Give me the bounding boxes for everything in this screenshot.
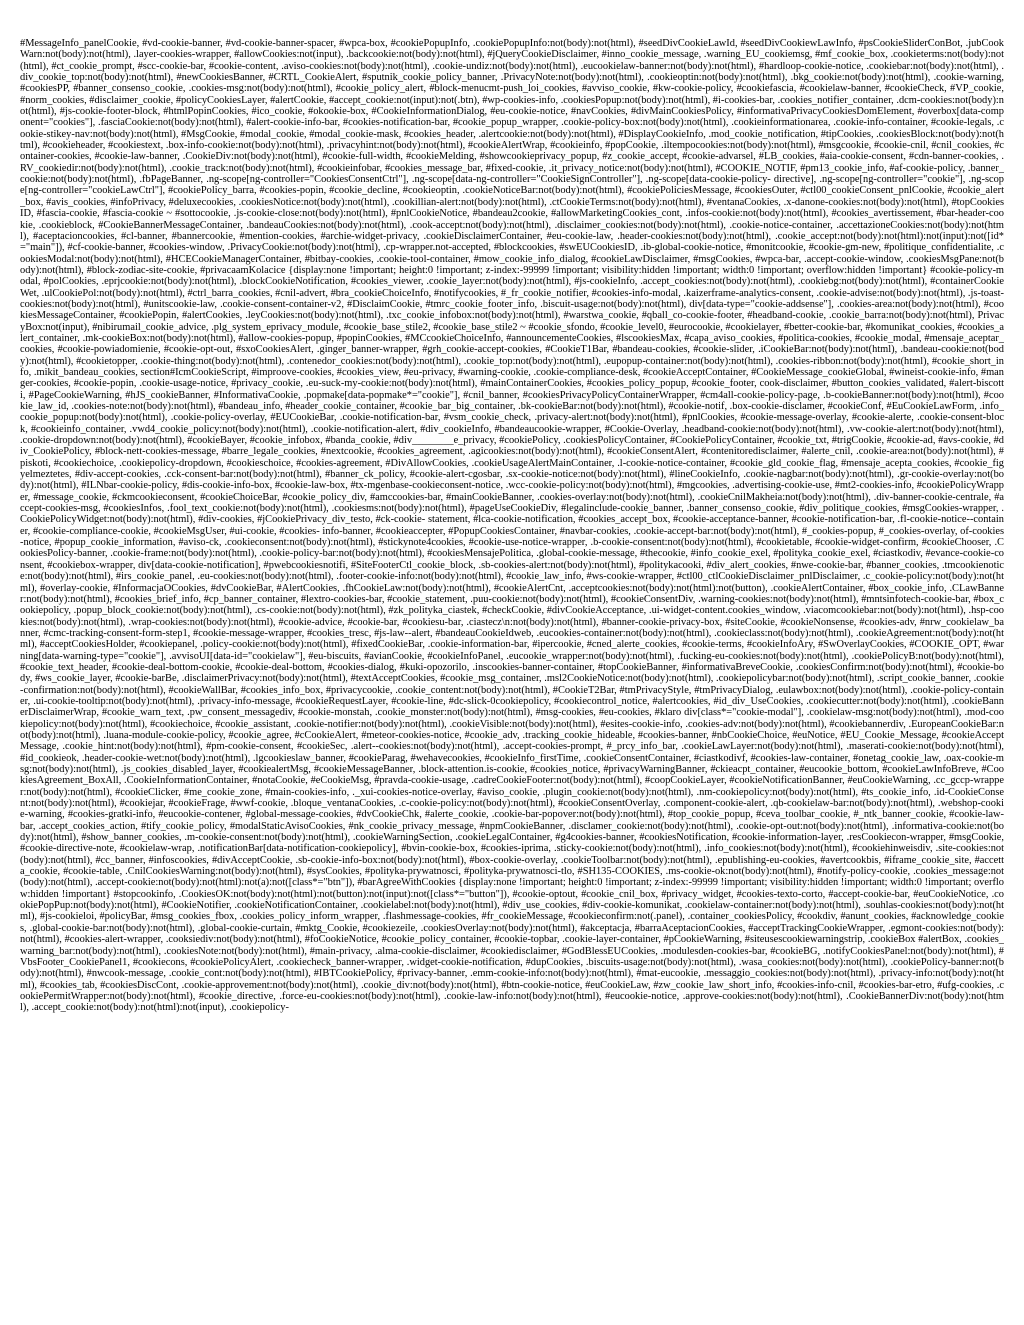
document-page bbox=[20, 38, 1004, 1318]
css-selector-text: #MessageInfo_panelCookie, #vd-cookie-banner, #vd-cookie-banner-spacer, #wpca-box, #cookiePopupInfo, .cookiePopupInfo:not(body):not(html), #seedDivCookieLawId, #seedDivCookiewLawInfo, #psCookieSliderConBot, .jubCookWarn:not(body):not(html), .layer-cookies-wrapper, #allowCookies:not(input), .backcookie:not(body):not(html), #jQueryCookieDisclaimer, #inno_cookie_message, .warning_EU_cookiemsg, #mf_cookie_box, .cookieterms:not(body):not(html), #ct_cookie_prompt, #scc-cookie-bar, #cookie-content, .aviso-cookies:not(body):not(html), .cookie-undiz:not(body):not(html), .eucookielaw-banner:not(body):not(html), #hardloop-cookie-notice, .cookiebar:not(body):not(html), .div_cookie_top:not(body):not(html), #newCookiesBanner, #CRTL_CookieAlert, #sputnik_cookie_policy_banner, .PrivacyNote:not(body):not(html), .cookieoptin:not(body):not(html), .bkg_cookie:not(body):not(html), .cookie-warning, #cookiesPP, #banner_consenso_cookie, .cookies-msg:not(body):not(html), #cookie_policy_alert, #block-menucmt-push_loi_cookies, #avviso_cookie, #kw-cookie-policy, #cookiefascia, #cookielaw-banner, #cookieCheck, #VP_cookie, #norm_cookies, #disclaimer_cookie, #policyCookiesLayer, #alertCookie, #accept_cookie:not(input):not(.btn), #wp-cookies-info, .cookiesPopup:not(body):not(html), #i-cookies-bar, .cookies_notifier_container, .dcm-cookies:not(body):not(html), #js-cookie-footer-block, #htmlPopinCookies, #ico_cookie, #okookie-box, #CookieInformationDialog, #eu-cookie-notice, #navCookies, #divMainCookiesPolicy, #informativaPrivacyCookiesDomElement, #overbox[data-component="cookies"], .fasciaCookie:not(body):not(html), #alert-cookie-info-bar, #cookies-notification-bar, #cookie_popup_wrapper, .cookie-policy-box:not(body):not(html), .cookieinformationarea, .cookie-info-container, #cookie-legals, .cookie-stikey-nav:not(body):not(html), #MsgCookie, #modal_cookie, #modal_cookie-mask, #cookies_header, .alertcookie:not(body):not(html), #DisplayCookieInfo, .mod_cookie_notification, #tipCookies, .cookiesBlock:not(body):not(html), #cookieheader, #cookiestext, .box-info-cookie:not(body):not(html), .privacyhint:not(body):not(html), #cookieAlertWrap, #cookieinfo, #popCookie, .iltempocookies:not(body):not(html), #msgcookie, #cookie-cnil, #cnil_cookies, #container-cookies, #cookie-law-banner, .CookieDiv:not(body):not(html), #cookie-full-width, #cookieMelding, #showcookieprivacy_popup, #z_cookie_accept, #cookie-advarsel, #LB_cookies, #aia-cookie-consent, #cdn-banner-cookies, .RV_cookiedir:not(body):not(html), .cookie_track:not(body):not(html), #cookieinfobar, #cookies_message_bar, #fixed-cookie, .it_privacy_notice:not(body):not(html), #COOKIE_NOTIF, #pm13_cookie_info, #af-cookie-policy, .banner_cookie:not(body):not(html), .fbPageBanner, .ng-scope[ng-controller="CookiesConsentCtrl"], .ng-scope[data-ng-controller="CookieSignController"], .ng-scope[data-cookie-policy- directive], .ng-scope[ng-controller="cookie"], .ng-scope[ng-controller="cookieLawCtrl"], #cookiePolicy_barra, #cookies-popin, #cookie_decline, #cookieoptin, .cookieNoticeBar:not(body):not(html), #cookiePoliciesMessage, #cookiesOuter, #ctl00_cookieConsent_pnlCookie, #cookie_alert_box, #avis_cookies, #infoPrivacy, #deluxecookies, .cookiesNotice:not(body):not(html), .cookillian-alert:not(body):not(html), .ctCookieTerms:not(body):not(html), #ventanaCookies, .x-danone-cookies:not(body):not(html), #topCookiesID, #fascia-cookie, #fascia-cookie ~ #sottocookie, .js-cookie-close:not(body):not(html), #pnlCookieNotice, #bandeau2cookie, #allowMarketingCookies_cont, .infos-cookie:not(body):not(html), #cookies_avertissement, #bar-header-cookie, .cookieblock, #CookieBannerMessageContainer, .bandeauCookies:not(body):not(html), .cook-accept:not(body):not(html), .disclaimer_cookies:not(body):not(html), .cookie-notice-container, .accettazioneCookies:not(body):not(html), #aceptacioncookies, #cl-banner, #bannercookie, #mention-cookies, #archie-widget-privacy, .cookieDisclaimerContainer, #eu-cookie-law, .header-cookies:not(body):not(html), .cookie_accept:not(body):not(html):not(input):not([id*="main"]), #cf-cookie-banner, #cookies-window, .PrivacyCookie:not(body):not(html), .cp-wrapper.not-accepted, #blockcookies, #swEUCookiesID, .ib-global-cookie-notice, #monitcookie, #cookie-gm-new, #politique_confidentialite, .cookiesModal:not(body):not(html), #HCECookieManagerContainer, #bitbay-cookies, .cookie-tool-container, #mow_cookie_info_dialog, #cookieLawDisclaimer, #msgCookies, #wpca-bar, .accept-cookie-window, .cookiesMsgPane:not(body):not(html), #block-zodiac-site-cookie, #privacaamKolacice {display:none !important; height:0 !important; z-index:-99999 !important; visibility:hidden !important; width:0 !important; overflow:hidden !important} #cookie-policy-modal, #polCookies, .eprjcookie:not(body):not(html), .blockCookieNotification, #cookies_viewer, .cookie_layer:not(body):not(html), #js-cookieInfo, .accept_cookies:not(body):not(html), .cookiebg:not(body):not(html), #containerCookieWet, .ulCookiePol:not(body):not(html), #ctrl_barra_cookies, #cnil-advert, #bra_cookieChoiceInfo, #notifycookies, #_fr_cookie_notifier, #cookies-info-modal, .kaizerframe-analytics-consent, .cookie-advise:not(body):not(html), .js-toast-cookies:not(body):not(html), #unitscookie-law, .cookie-consent-container-v2, #DisclaimCookie, #tmrc_cookie_footer_info, .biscuit-usage:not(body):not(html), div[data-type="cookie-addsense"], .cookies-area:not(body):not(html), #cookiesMessageContainer, #cookiePopin, #alertCookies, .leyCookies:not(body):not(html), .txc_cookie_infobox:not(body):not(html), #warstwa_cookie, #qball_co-cookie-footer, #headband-cookie, .cookie_barra:not(body):not(html), PrivacyBox:not(input), #nibirumail_cookie_advice, .plg_system_eprivacy_module, #cookie_base_stile2, #cookie_base_stile2 ~ #cookie_sfondo, #cookie_level0, #eurocookie, #cookielayer, #better-cookie-bar, #komunikat_cookies, #cookies_alert_container, .mk-cookieBox:not(body):not(html), #allow-cookies-popup, #popinCookies, #MCcookieChoiceInfo, #announcementeCookies, #lscookiesMax, #capa_aviso_cookies, #politica-cookies, #cookie_modal, #mensaje_aceptar_cookies, #cookie-powiadomienie, #cookie-opt-out, #sxoCookiesAlert, .ginger_banner-wrapper, #grh_cookie-accept-cookies, #CookieT1Bar, #bandeau-cookies, #cookie-slider, .iCookieBar:not(body):not(html), .bandeau-cookie:not(body):not(html), #cookietopper, .cookie-thing:not(body):not(html), .contenedor_cookies:not(body):not(html), .cookie_top:not(body):not(html), .eupopup-container:not(body):not(html), .cookies-ribbon:not(body):not(html), #cookie_short_info, .mikit_bandeau_cookies, section#IcmCookieScript, #improove-cookies, #cookies_view, #eu-privacy, #warning-cookie, .cookie-compliance-desk, #cookieAcceptContainer, #CookieMessage_cookieGlobal, #wineist-cookie-info, #manger-cookies, #cookie-popin, .cookie-usage-notice, #privacy_cookie, .eu-suck-my-cookie:not(body):not(html), #mainContainerCookies, #cookies_policy_popup, #cookie_footer, cook-disclaimer, #button_cookies_validated, #alert-biscotti, #PageCookieWarning, #hJS_cookieBanner, #InformativaCookie, .popmake[data-popmake*="cookie"], #cnil_banner, #cookiesPrivacyPolicyContainerWrapper, #cm4all-cookie-policy-page, .b-cookieBanner:not(body):not(html), #cookie_law_id, .cookies-note:not(body):not(html), #bandeau_info, #header_cookie_container, #cookie_bar_big_container, .bk-cookieBar:not(body):not(html), #cookie-notif, .box-cookie-disclamer, #cookieConf, #EuCookieLawForm, .info_cookie_popup:not(body):not(html), .cookie-policy-overlay, #EUCookieBar, .cookie-notification-bar, #vsm_cookie_check, .privacy-alert:not(body):not(html), #pnlCookies, #cookie-message-overlay, #cookie-alerte, .cookie-consent-block, #cookieinfo_container, .vwd4_cookie_policy:not(body):not(html), .cookie-notification-alert, #div_cookieInfo, #bandeaucookie-wrapper, #Cookie-Overlay, .headband-cookie:not(body):not(html), .vw-cookie-alert:not(body):not(html), .cookie-dropdown:not(body):not(html), #cookieBayer, #cookie_infobox, #banda_cookie, #div________e_privacy, #cookiePolicy, .cookiesPolicyContainer, #CookiePolicyContainer, #cookie_txt, #trigCookie, #cookie-ad, #avs-cookie, #div_CookiePolicy, #block-nett-cookies-message, #barre_legale_cookies, #nextcookie, #cookies_agreement, .agicookies:not(body):not(html), #cookieConsentAlert, #contenitoredisclaimer, #alerte_cnil, .cookie-area:not(body):not(html), #piskoti, #cookiechoice, .cookiepolicy-dropdown, #cookieschoice, #cookies-agreement, #DivAllowCookies, .cookieUsageAlertMainContainer, .l-cookie-notice-container, #cookie_gld_cookie_flag, #mensaje_acepta_cookies, #cookie_figyelmeztetes, #div-accept-cookies, .cck-consent-bar:not(body):not(html), #banner_ck_policy, #cookie-alert-cgosbar, .sx-cookie-notice:not(body):not(html), #lineCookieInfo, .cookie-nagbar:not(body):not(html), .gr-cookie-overlay:not(body):not(html), #ILNbar-cookie-policy, #dis-cookie-info-box, #cookie-law-box, #tx-mgenbase-cookieconsent-notice, .wcc-cookie-policy:not(body):not(html), #mgcookies, .advertising-cookie-use, #mt2-cookies-info, #cookiePolicyWrapper, #message_cookie, #ckmcookieconsent, #cookieChoiceBar, #cookie_policy_div, #amccookies-bar, #mainCookieBanner, .cookies-overlay:not(body):not(html), .cookieCnilMakheia:not(body):not(html), .div-banner-cookie-centrale, #accept-cookies-msg, #cookiesInfos, .fool_text_cookie:not(body):not(html), .cookiesms:not(body):not(html), #pageUseCookieDiv, #legalinclude-cookie_banner, .banner_consenso_cookie, #div_politique_cookies, #msgCookies-wrapper, .CookiePolicyWidget:not(body):not(html), #div-cookies, #jCookiePrivacy_div_testo, #ck-cookie- statement, #lca-cookie-notification, #cookies_accept_box, #cookie-acceptance-banner, #cookie-notification-bar, .fl-cookie-notice--container, #cookie-compliance-cookie, #cookieMsgUser, #ui-cookie, #cookies- info-banner, #cookieaccepter, #PopupCookiesContainer, #navbar-cookies, .cookie-accept-bar:not(body):not(html), #_cookies-popup, #_cookies-overlay, of-cookies-notice, #popup_cookie_information, #aviso-ck, .cookieconsent:not(body):not(html), #stickynote4cookies, #cookie-use-notice-wrapper, .b-cookie-consent:not(body):not(html), #cookietable, #cookie-widget-confirm, #cookieChooser, .CookiesPolicy-banner, .cookie-frame:not(body):not(html), .cookie-policy-bar:not(body):not(html), #cookiesMensajePolitica, .global-cookie-message, #thecookie, #info_cookie_exel, #polityka_cookie_exel, #ciastkodiv, #evance-cookie-consent, #cookiebox-wrapper, div[data-cookie-notification], #pwebcookiesnotifi, #SiteFooterCtl_cookie_block, .sb-cookies-alert:not(body):not(html), #politykacooki, #div_alert_cookies, #nwe-cookie-bar, #banner_cookies, .tmcookienotice:not(body):not(html), #irs_cookie_panel, .eu-cookies:not(body):not(html), .footer-cookie-info:not(body):not(html), #cookie_law_info, #ws-cookie-wrapper, #ctl00_ctlCookieDisclaimer_pnlDisclaimer, .c_cookie-policy:not(body):not(html), #overlay-cookie, #InformacjaOCookies, #dvCookieBar, #AlertCookies, .fhCookieLaw:not(body):not(html), #cookieAlertCnt, .acceptcookies:not(body):not(html):not(button), .cookieAlertContainer, #box_cookie_info, .CLawBanner:not(body):not(html), #cookies_brief_info, #cp_banner_container, #lextro-cookies-bar, #cookie_statement, .puu-cookie:not(body):not(html), #cookieConsentDiv, .warning-cookies:not(body):not(html), #mntsinfotech-cookie-bar, #box_cookiepolicy, .popup_block_cookie:not(body):not(html), .cs-cookie:not(body):not(html), #zk_polityka_ciastek, #checkCookie, #divCookieAcceptance, .ui-widget-content.cookies_window, .viacomcookiebar:not(body):not(html), .hsp-cookies:not(body):not(html), .wrap-cookies:not(body):not(html), #cookie-advice, #cookie-bar, #cookiesu-bar, .ciastecz\n:not(body):not(html), #banner-cookie-privacy-box, #siteCookie, #cookieNonsense, #cookies-adv, #nrw_cookielaw_banner, #cmc-tracking-consent-form-step1, #cookie-message-wrapper, #cookies_tresc, #js-law--alert, #bandeauCookieIdweb, .eucookies-container:not(body):not(html), .cookieclass:not(body):not(html), .cookieAgreement:not(body):not(html), #acceptCookiesHolder, #cookiepanel, .policy-cookie:not(body):not(html), #fixedCookieBar, .cookie-information-bar, #ipercookie, #cned_alerte_cookies, #cookie-terms, #cookieInfoAry, #SwOverlayCookies, #COOKIE_OPT, #warning[data-warning-type="cookie"], .avvisoUI[data-id="cookielaw"], #eu-biscuits, #avianCookie, #cookieInfoPanel, .eucookie_wrapper:not(body):not(html), .fucking-eu-cookies:not(body):not(html), .cookiePolicyB:not(body):not(html), #cookie_text_header, #cookie-deal-bottom-cookie, #cookie-deal-bottom, #cookies-dialog, #kuki-opozorilo, .inscookies-banner-container, #topCookieBanner, #informativaBreveCookie, .cookiesConfirm:not(body):not(html), #cookie-body, #ws_cookie_layer, #cookie-barBe, .disclaimerPrivacy:not(body):not(html), #textAcceptCookies, #cookie_msg_container, .msl2CookieNotice:not(body):not(html), .cookiepolicybar:not(body):not(html), .script_cookie_banner, .cookie-confirmation:not(body):not(html), #cookieWallBar, #cookies_info_box, #privacycookie, .cookie_content:not(body):not(html), #CookieT2Bar, #tmPrivacyStyle, #tmPrivacyDialog, .eulawbox:not(body):not(html), .cookie-policy-container, .ui-cookie-tooltip:not(body):not(html), .privacy-info-message, #cookieRequestLayer, #cookie-line, #dc-slick-0cookiepolicy, #cookiecontrol_notice, #alertcookies, #id_div_UseCookies, .cookiecutter:not(body):not(html), .cookieBannerDisclaimerWrap, #cookie_warn_text, .pw_consent_messagediv, #cookie-monstah, .cookie_monster:not(body):not(html), #msg-cookies, #eu-cookies, #klaro div[class*="cookie-modal"], .cookielaw-msg:not(body):not(html), .mod-cookiepolicy:not(body):not(html), #cookiechoice, #cookie_assistant, .cookie-notifier:not(body):not(html), .cookieVisible:not(body):not(html), #esites-cookie-info, .cookies-adv:not(body):not(html), #cookiebannerdiv, .EuropeanCookieBar:not(body):not(html), .luana-module-cookie-policy, #cookie_agree, #cCookieAlert, #meteor-cookies-notice, #cookie_adv, .tracking_cookie_hideable, #cookies-banner, #nbCookieChoice, #euNotice, #EU_Cookie_Message, #cookieAcceptMessage, .cookie_hint:not(body):not(html), #pm-cookie-consent, #cookieSec, .alert--cookies:not(body):not(html), .accept-cookies-prompt, #_prcy_info_bar, .cookieLawLayer:not(body):not(html), .maserati-cookie:not(body):not(html), #id_cookieok, .header-cookie-wet:not(body):not(html), .lgcookieslaw_banner, #cookieParag, #wehavecookies, #cookieInfo_firstTime, .cookieConsentContainer, #ciastkodivf, #cookies-law-container, #onetag_cookie_law, .oax-cookie-msg:not(body):not(html), .js_cookies_disabled_layer, #cookiealertMsg, #cookieMessageBanner, .block-attention.is-cookie, #cookies_notice, #privacyWarningBanner, #ckieacpt_container, #eucookie_bottom, #cookieLawInfoBreve, #CookiesAgreement_BoxAll, .CookieInformationContainer, #notaCookie, #eCookieMsg, #pravda-cookie-usage, .cadreCookieFooter:not(body):not(html), #coopCookieLayer, #cookieNotificationBanner, #euCookieWarning, .cc_gccp-wrapper:not(body):not(html), #cookieClicker, #me_cookie_zone, #main-cookies-info, ._xui-cookies-notice-overlay, #aviso_cookie, .plugin_cookie:not(body):not(html), .nm-cookiepolicy:not(body):not(html), #ts_cookie_info, .id-CookieConsent:not(body):not(html), #cookiejar, #cookieFrage, #wwf-cookie, .bloque_ventanaCookies, .c-cookie-policy:not(body):not(html), #cookieConsentOverlay, .component-cookie-alert, .qb-cookielaw-bar:not(body):not(html), .webshop-cookie-warning, #cookies-gratki-info, #eucookie-contener, #global-message-cookies, #dvCookieChk, #alerte_cookie, .cookie-bar-popover:not(body):not(html), #top_cookie_popup, #ceva_toolbar_cookie, #_ntk_banner_cookie, #cookie-law-bar, .accept_cookies_action, #tify_cookie_policy, #modalStaticAvisoCookies, #nk_cookie_privacy_message, #npmCookieBanner, .disclamer_cookie:not(body):not(html), .cookie-opt-out:not(body):not(html), .informativa-cookie:not(body):not(html), #show_banner_cookies, .m-cookie-consent:not(body):not(html), .cookieWarningSection, .cookieLegalContainer, #g4cookies-banner, #cookiesNotification, #cookie-information-layer, .resCookiecon-wrapper, #msgCookie, #cookie-directive-note, #cookielaw-wrap, .notificationBar[data-notification-cookiepolicy], #bvin-cookie-box, #cookies-iprima, .sticky-cookie:not(body):not(html), .info_cookies:not(body):not(html), #cookiehinweisdiv, .site-cookies:not(body):not(html), #cc_banner, #infoscookies, #divAcceptCookie, .sb-cookie-info-box:not(body):not(html), #box-cookie-overlay, .cookieToolbar:not(body):not(html), .epublishing-eu-cookies, #avertcookbis, #iframe_cookie_site, #accetta_cookie, #cookie-table, .CnilCookiesWarning:not(body):not(html), #sysCookies, #polityka-prywatnosci, #polityka-prywatnosci-tlo, #SH135-COOKIES, .ms-cookie-ok:not(body):not(html), #notify-policy-cookie, .cookies_message:not(body):not(html), .accept-cookie:not(body):not(html):not(a):not([class*="btn"]), #barAgreeWithCookies {display:none !important; height:0 !important; z-index:-99999 !important; visibility:hidden !important; width:0 !important; overflow:hidden !important} #stopcookinfo, .CookiesOK:not(body):not(html):not(button):not(input):not([class*="button"]), #cookie-optout, #cookie_cnil_box, #privacy_widget, #cookies-texto-corto, #accept-cookie-bar, #euCookieNotice, .cookiePopPup:not(body):not(html), #CookieNotifier, .cookieNotificationContainer, .cookielabel:not(body):not(html), #div_use_cookies, #div-cookie-komunikat, .cookielaw-container:not(body):not(html), .souhlas-cookies:not(body):not(html), #js-cookieloi, #policyBar, #msg_cookies_fbox, .cookies_policy_inform_wrapper, .flashmessage-cookies, #fr_cookieMessage, #cookieconfirm:not(.panel), .container_cookiesPolicy, #cookdiv, #anunt_cookies, #acknowledge_cookies, .global-cookie-bar:not(body):not(html), .global-cookie-curtain, #mktg_Cookie, #cookiezeile, .cookiesOverlay:not(body):not(html), #akceptacja, #barraAceptacionCookies, #acceptTrackingCookieWrapper, .egmont-cookies:not(body):not(html), #cookies-alert-wrapper, .cooksiediv:not(body):not(html), #foCookieNotice, #cookie_policy_container, #cookie-topbar, .cookie-layer-container, #pCookieWarning, #siteusescookiewarningstrip, .cookieBox #alertBox, .cookies_warning_bar:not(body):not(html), .cookiesNote:not(body):not(html), #main-privacy, .alma-cookie-disclaimer, #cookiedisclaimer, #GodBlessEUCookies, .modulesden-cookies-bar, #cookieBG, .notifyCookiesPanel:not(body):not(html), #VbsFooter_CookiePanel1, #cookiecons, #cookiePolicyAlert, .cookiecheck_banner-wrapper, .widget-cookie-notification, #dupCookies, .biscuits-usage:not(body):not(html), .wasa_cookies:not(body):not(html), .cookiePolicy-banner:not(body):not(html), #nwcook-message, .cookie_cont:not(body):not(html), #IBTCookiePolicy, #privacy-banner, .emm-cookie-info:not(body):not(html), #mat-eucookie, .messaggio_cookies:not(body):not(html), .privacy-info:not(body):not(html), #cookies_tab, #cookiesDiscCont, .cookie-approvement:not(body):not(html), .cookie_div:not(body):not(html), #btn-cookie-notice, #euCookieLaw, #zw_cookie_law_short_info, #cookies-info-cnil, #cookies-bar-etro, #ufg-cookies, .cookiePermitWrapper:not(body):not(html), #cookie_directive, .force-eu-cookies:not(body):not(html), .cookie-law-info:not(body):not(html), #eucookie-notice, .approve-cookies:not(body):not(html), .CookieBannerDiv:not(body):not(html), .accept_cookie:not(body):not(html):not(input), .cookiepolicy- bbox=[20, 38, 1004, 1014]
